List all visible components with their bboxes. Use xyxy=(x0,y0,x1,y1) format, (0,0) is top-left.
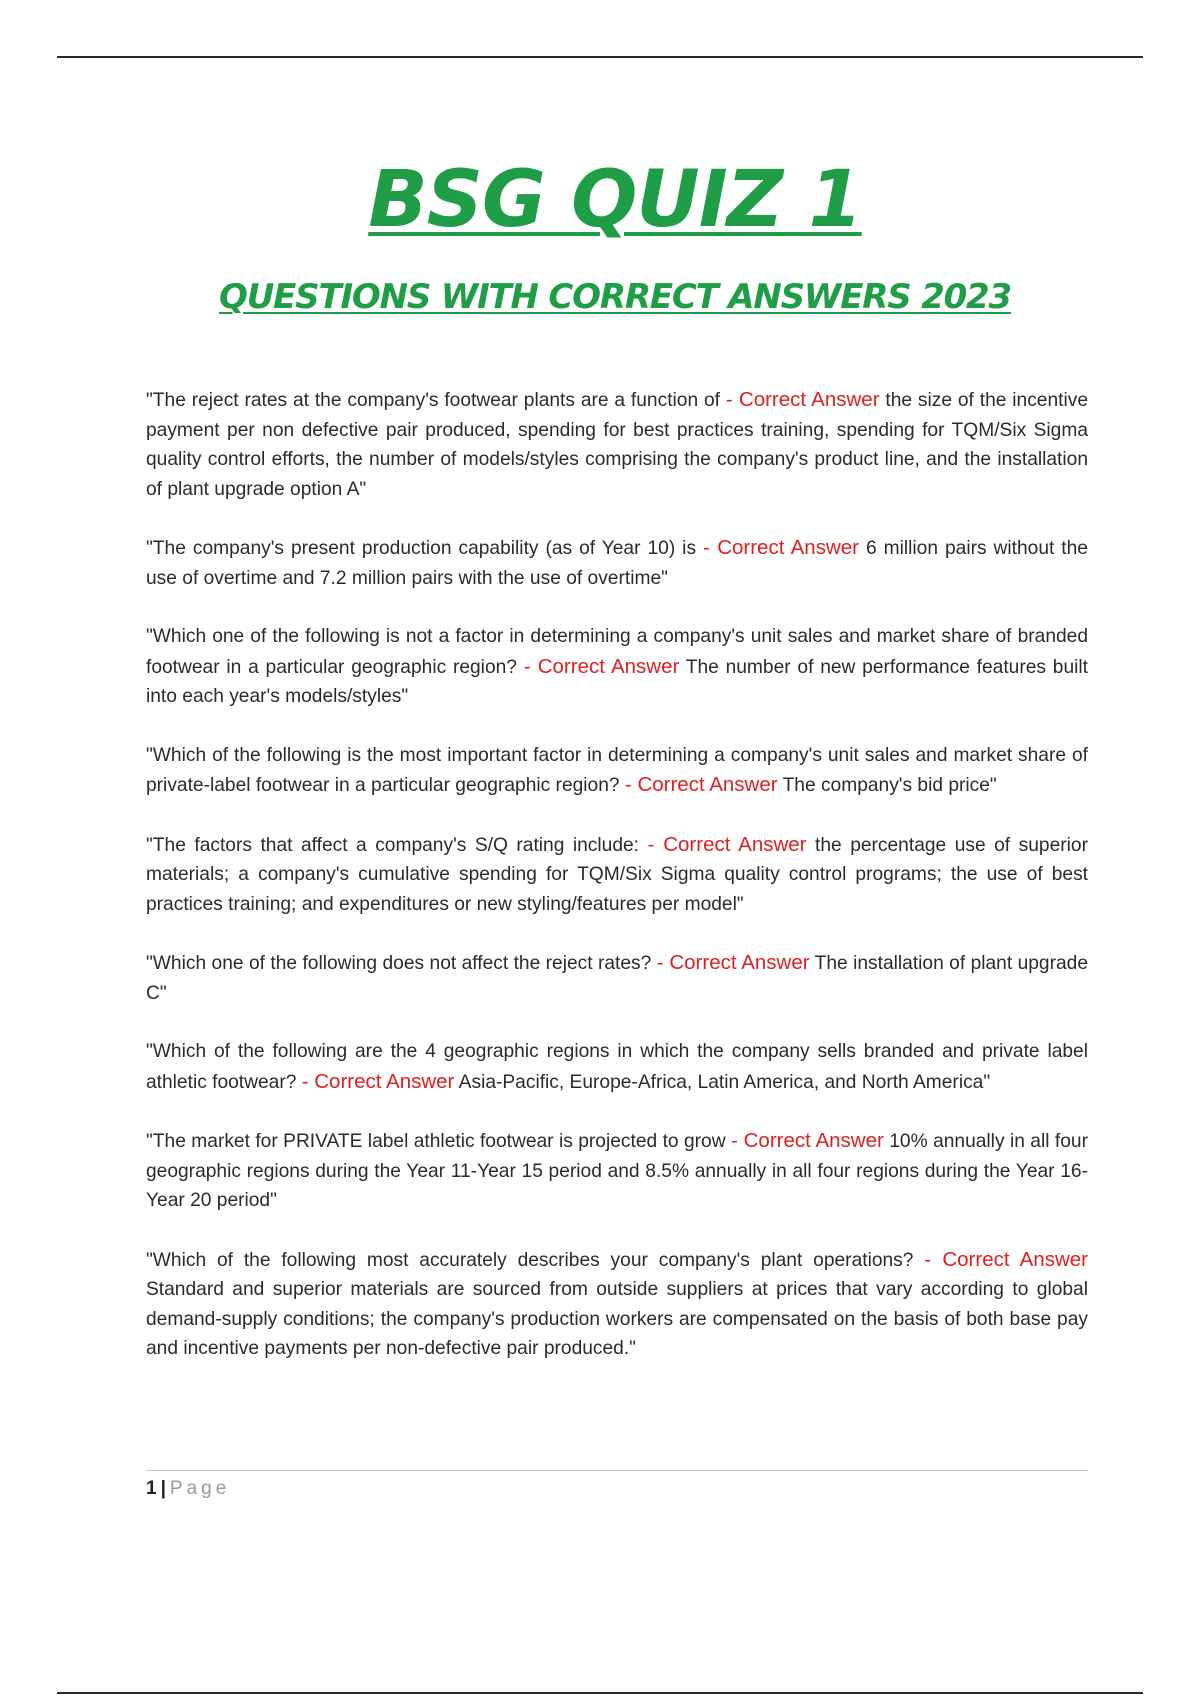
answer-text: The installation of plant upgrade C" xyxy=(146,953,1089,1004)
answer-text: The company's bid price" xyxy=(782,775,997,796)
top-rule xyxy=(57,56,1143,58)
answer-marker: - Correct Answer xyxy=(731,1129,884,1152)
document-subtitle: QUESTIONS WITH CORRECT ANSWERS 2023 xyxy=(219,277,1011,317)
page-footer xyxy=(146,1475,230,1503)
answer-text: Asia-Pacific, Europe-Africa, Latin America, and North America" xyxy=(458,1071,991,1093)
answer-marker: - Correct Answer xyxy=(301,1069,455,1093)
document-title: BSG QUIZ 1 xyxy=(368,155,862,245)
qa-item xyxy=(146,533,1088,593)
answer-text: The number of new performance features built into each year's models/styles" xyxy=(146,656,1088,707)
answer-text: the percentage use of superior materials; a company's cumulative spending for TQM/Six Sigma quality control programs; the use of best practices training; and expenditures or new styling/features per model" xyxy=(146,834,1088,915)
question-text: "The market for PRIVATE label athletic footwear is projected to grow xyxy=(146,1131,726,1152)
qa-item xyxy=(146,1126,1088,1216)
answer-text: 6 million pairs without the use of overtime and 7.2 million pairs with the use of overtime" xyxy=(146,538,1088,589)
answer-marker: - Correct Answer xyxy=(703,536,859,559)
answer-text: Standard and superior materials are sourced from outside suppliers at prices that vary according to global demand-supply conditions; the company's production workers are compensated on the basis of both base pay and incentive payments per non-defective pair produced." xyxy=(146,1279,1088,1359)
footer-divider xyxy=(146,1470,1088,1471)
answer-marker: - Correct Answer xyxy=(924,1247,1088,1271)
answer-marker: - Correct Answer xyxy=(656,951,810,974)
answer-marker: - Correct Answer xyxy=(647,832,807,856)
answer-marker: - Correct Answer xyxy=(725,388,880,411)
answer-text: the size of the incentive payment per non defective pair produced, spending for best practices training, spending for TQM/Six Sigma quality control efforts, the number of models/styles comprising the company's product line, and the installation of plant upgrade option A" xyxy=(146,390,1088,500)
page-number: 1 xyxy=(146,1478,157,1499)
qa-item xyxy=(146,1037,1088,1097)
answer-marker: - Correct Answer xyxy=(624,773,778,796)
page-separator: | xyxy=(160,1478,166,1499)
qa-item xyxy=(146,622,1088,712)
question-text: "Which one of the following is not a factor in determining a company's unit sales and market share of branded footwear in a particular geographic region? xyxy=(146,626,1088,678)
qa-item xyxy=(146,1245,1088,1364)
question-text: "The company's present production capability (as of Year 10) is xyxy=(146,538,697,559)
question-text: "The factors that affect a company's S/Q rating include: xyxy=(146,834,640,856)
qa-list xyxy=(146,385,1088,1393)
qa-item xyxy=(146,948,1088,1008)
qa-item xyxy=(146,830,1088,920)
question-text: "Which one of the following does not affect the reject rates? xyxy=(146,953,652,974)
question-text: "Which of the following are the 4 geographic regions in which the company sells branded and private label athletic footwear? xyxy=(146,1041,1088,1093)
question-text: "Which of the following most accurately describes your company's plant operations? xyxy=(146,1249,914,1271)
bottom-rule xyxy=(57,1692,1143,1694)
qa-item xyxy=(146,385,1088,504)
page-label: Page xyxy=(169,1478,231,1499)
answer-marker: - Correct Answer xyxy=(523,654,680,678)
question-text: "The reject rates at the company's footwear plants are a function of xyxy=(146,390,720,411)
question-text: "Which of the following is the most important factor in determining a company's unit sales and market share of private-label footwear in a particular geographic region? xyxy=(146,744,1088,796)
qa-item xyxy=(146,741,1088,801)
answer-text: 10% annually in all four geographic regions during the Year 11-Year 15 period and 8.5% annually in all four regions during the Year 16-Year 20 period" xyxy=(146,1131,1088,1211)
